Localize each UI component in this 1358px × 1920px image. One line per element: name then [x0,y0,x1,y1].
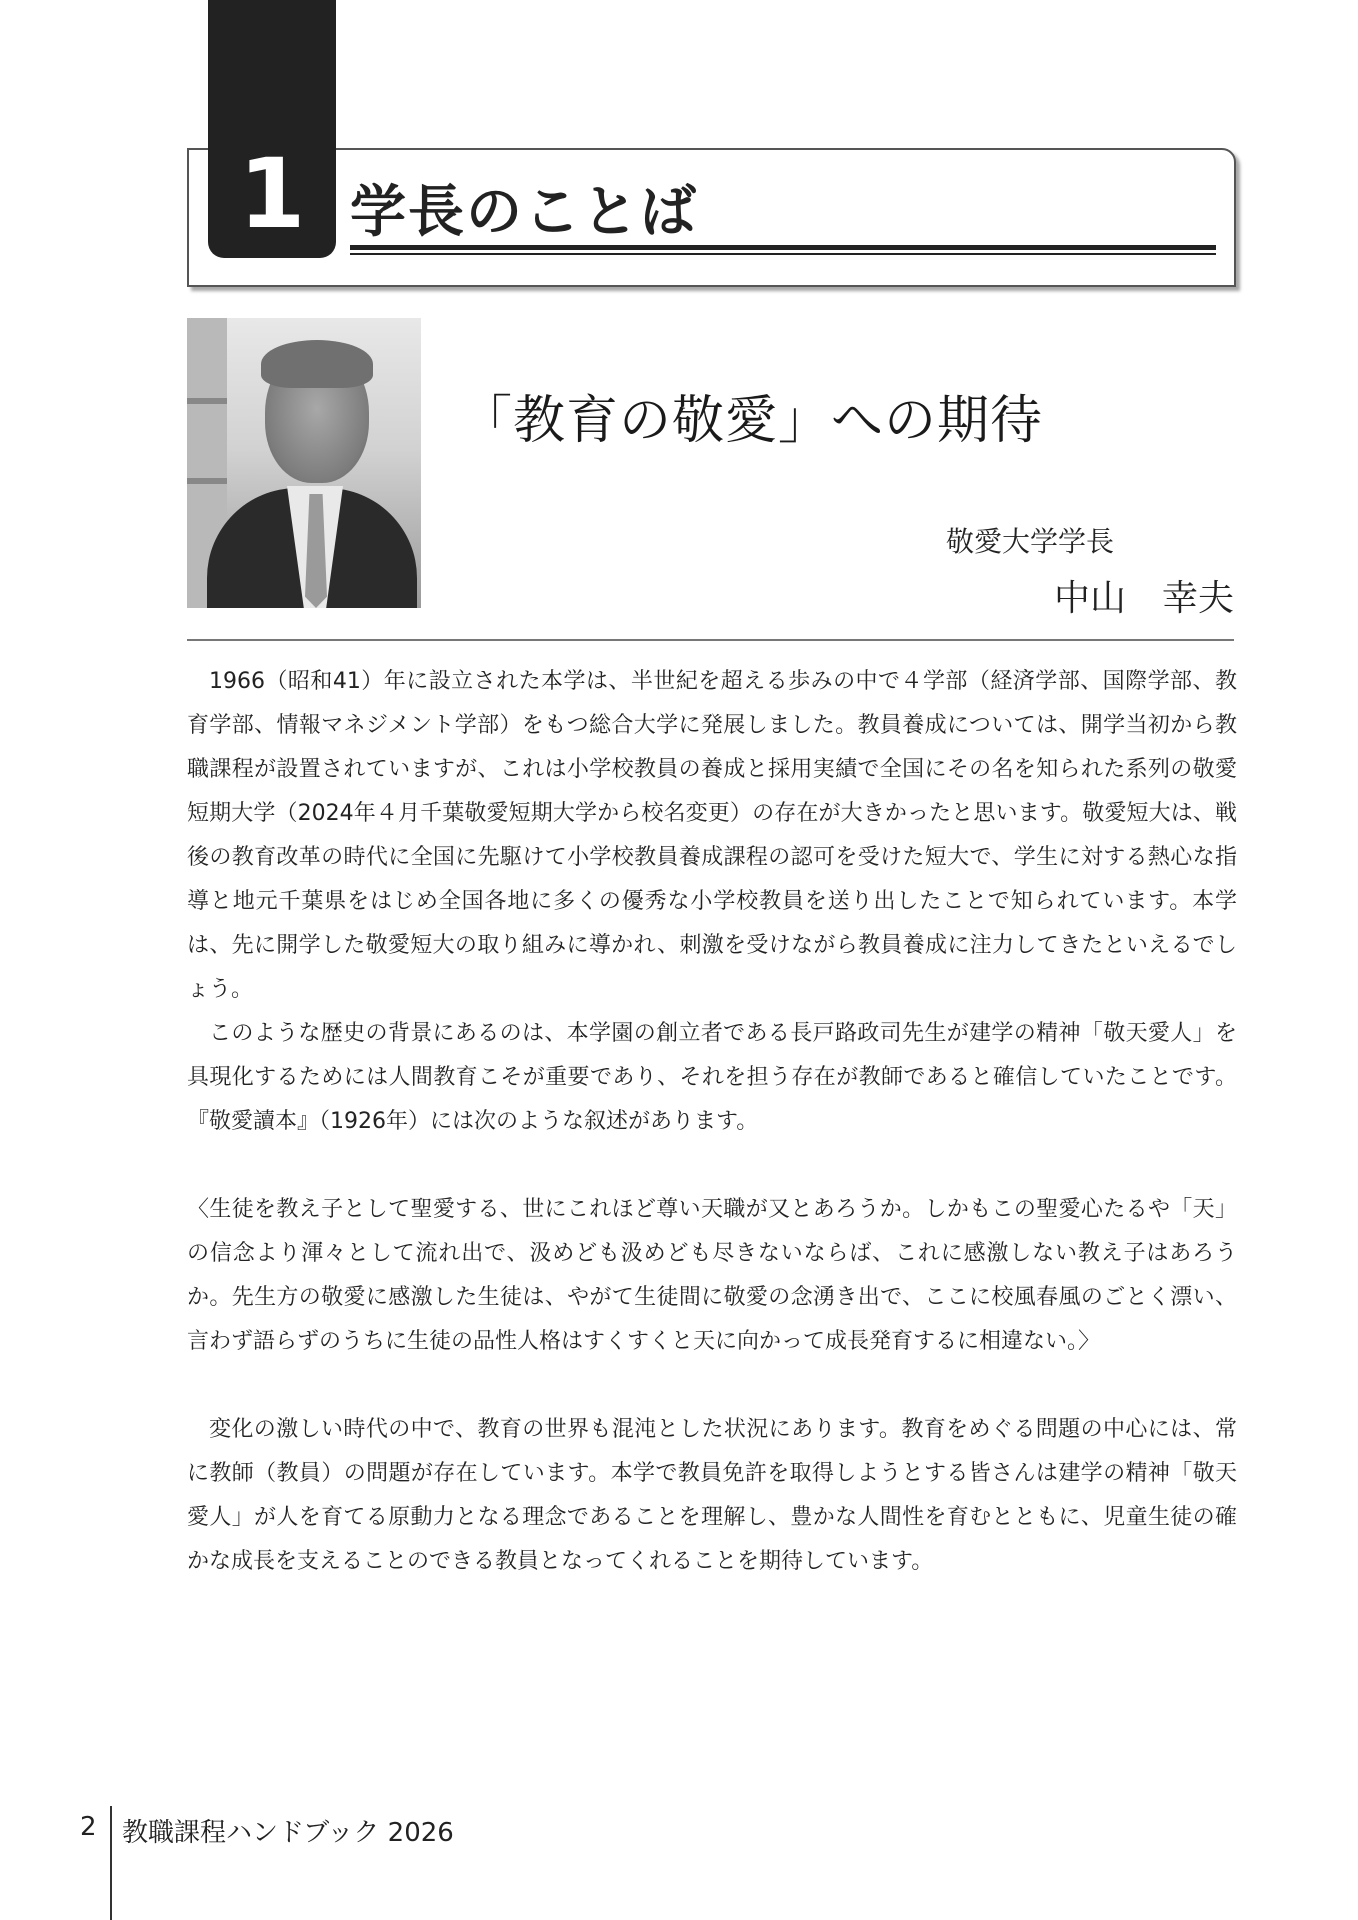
body-paragraph-1: 1966（昭和41）年に設立された本学は、半世紀を超える歩みの中で４学部（経済学部、国際学部、教育学部、情報マネジメント学部）をもつ総合大学に発展しました。教員養成については、開学当初から教職課程が設置されていますが、これは小学校教員の養成と採用実績で全国にその名を知られた系列の敬愛短期大学（2024年４月千葉敬愛短期大学から校名変更）の存在が大きかったと思います。敬愛短大は、戦後の教育改革の時代に全国に先駆けて小学校教員養成課程の認可を受けた短大で、学生に対する熱心な指導と地元千葉県をはじめ全国各地に多くの優秀な小学校教員を送り出したことで知られています。本学は、先に開学した敬愛短大の取り組みに導かれ、刺激を受けながら教員養成に注力してきたといえるでしょう。 [187,669,1237,1002]
chapter-number: 1 [238,138,306,250]
chapter-title: 学長のことば [350,180,698,245]
chapter-title-rule [350,245,1216,255]
page-number: 2 [80,1812,97,1842]
chapter-number-tab [208,0,336,258]
chapter-header-box [187,148,1236,287]
president-portrait-photo [187,318,421,608]
body-paragraph-closing: 変化の激しい時代の中で、教育の世界も混沌とした状況にあります。教育をめぐる問題の中心には、常に教師（教員）の問題が存在しています。本学で教員免許を取得しようとする皆さんは建学の精神「敬天愛人」が人を育てる原動力となる理念であることを理解し、豊かな人間性を育むとともに、児童生徒の確かな成長を支えることのできる教員となってくれることを期待しています。 [187,1417,1237,1574]
body-paragraph-2: このような歴史の背景にあるのは、本学園の創立者である長戸路政司先生が建学の精神「敬天愛人」を具現化するためには人間教育こそが重要であり、それを担う存在が教師であると確信していたことです。『敬愛讀本』（1926年）には次のような叙述があります。 [187,1021,1237,1134]
article-body [187,660,1237,1584]
quoted-passage: 〈生徒を教え子として聖愛する、世にこれほど尊い天職が又とあろうか。しかもこの聖愛心たるや「天」の信念より渾々として流れ出で、汲めども汲めども尽きないならば、これに感激しない教え子はあろうか。先生方の敬愛に感激した生徒は、やがて生徒間に敬愛の念湧き出で、ここに校風春風のごとく漂い、言わず語らずのうちに生徒の品性人格はすくすくと天に向かって成長発育するに相違ない。〉 [187,1197,1237,1354]
author-name: 中山 幸夫 [1053,578,1234,619]
author-affiliation: 敬愛大学学長 [946,525,1115,558]
footer-divider [110,1806,112,1920]
publication-title: 教職課程ハンドブック 2026 [122,1818,454,1848]
article-title: 「教育の敬愛」への期待 [460,391,1044,451]
section-divider [187,639,1234,641]
